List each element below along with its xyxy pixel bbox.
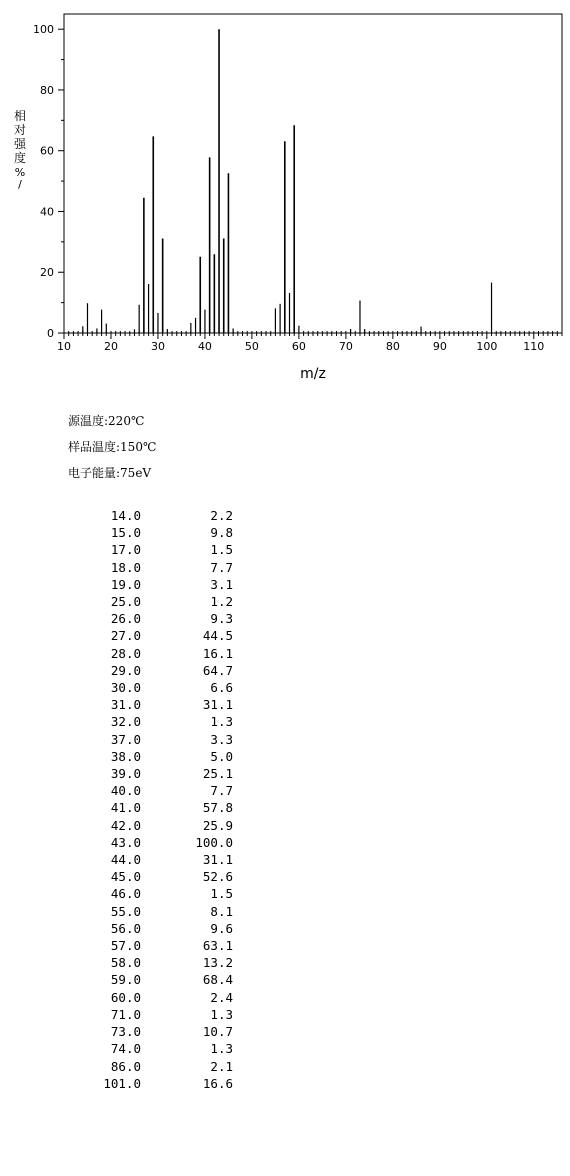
abundance-cell: 1.5 <box>210 542 233 558</box>
mz-cell: 43.0 <box>110 834 141 850</box>
table-row <box>60 920 233 937</box>
spectrum-bars <box>83 29 492 333</box>
table-row <box>60 1023 233 1040</box>
mz-cell: 28.0 <box>110 645 141 661</box>
abundance-cell: 7.7 <box>210 783 233 799</box>
x-tick-label: 90 <box>432 340 447 353</box>
abundance-cell: 2.4 <box>210 989 233 1005</box>
abundance-cell: 44.5 <box>202 628 233 644</box>
mz-cell: 39.0 <box>110 766 141 782</box>
mz-cell: 74.0 <box>110 1041 141 1057</box>
table-row <box>60 713 233 730</box>
mz-cell: 17.0 <box>110 542 141 558</box>
table-row <box>60 507 233 524</box>
table-row <box>60 903 233 920</box>
table-row <box>60 662 233 679</box>
abundance-cell: 68.4 <box>202 972 233 988</box>
y-tick-label: 100 <box>33 23 54 37</box>
table-row <box>60 627 233 644</box>
mz-cell: 15.0 <box>110 525 141 541</box>
axis-ticks <box>33 23 562 353</box>
table-row <box>60 765 233 782</box>
abundance-cell: 8.1 <box>210 903 233 919</box>
source-temperature: 源温度:220℃ <box>68 414 145 428</box>
y-axis-label-char-5: % <box>14 166 26 179</box>
abundance-cell: 16.1 <box>202 645 233 661</box>
x-axis-label: m/z <box>300 366 326 382</box>
table-row <box>60 834 233 851</box>
mz-cell: 19.0 <box>110 576 141 592</box>
mz-cell: 73.0 <box>110 1024 141 1040</box>
mz-cell: 60.0 <box>110 989 141 1005</box>
x-tick-label: 60 <box>291 340 306 353</box>
x-tick-label: 10 <box>57 340 71 353</box>
x-tick-label: 30 <box>150 340 165 353</box>
table-row <box>60 559 233 576</box>
abundance-cell: 2.1 <box>210 1058 233 1074</box>
mz-cell: 29.0 <box>110 662 141 678</box>
abundance-cell: 6.6 <box>210 680 233 696</box>
abundance-cell: 31.1 <box>202 852 233 868</box>
table-row <box>60 1040 233 1057</box>
x-tick-label: 50 <box>244 340 259 353</box>
abundance-cell: 1.2 <box>210 594 233 610</box>
y-axis-label-char-2: 对 <box>13 123 27 137</box>
mz-cell: 25.0 <box>110 594 141 610</box>
y-axis-label-char-3: 强 <box>13 137 27 151</box>
x-tick-label: 80 <box>385 340 400 353</box>
mz-cell: 30.0 <box>110 680 141 696</box>
mz-cell: 58.0 <box>110 955 141 971</box>
table-row <box>60 731 233 748</box>
mz-cell: 41.0 <box>110 800 141 816</box>
table-row <box>60 851 233 868</box>
table-row <box>60 971 233 988</box>
x-tick-label: 70 <box>338 340 353 353</box>
mz-cell: 86.0 <box>110 1058 141 1074</box>
y-axis-label-char-4: 度 <box>13 151 27 165</box>
y-tick-label: 40 <box>40 205 54 219</box>
abundance-cell: 1.3 <box>210 1006 233 1022</box>
abundance-cell: 7.7 <box>210 559 233 575</box>
abundance-cell: 25.1 <box>202 766 233 782</box>
y-axis-label-char-6: / <box>18 178 22 191</box>
abundance-cell: 1.5 <box>210 886 233 902</box>
mz-cell: 59.0 <box>110 972 141 988</box>
table-row <box>60 696 233 713</box>
mz-cell: 101.0 <box>103 1075 141 1091</box>
y-tick-label: 20 <box>40 266 54 280</box>
electron-energy: 电子能量:75eV <box>68 466 152 480</box>
mz-cell: 71.0 <box>110 1006 141 1022</box>
mz-cell: 46.0 <box>110 886 141 902</box>
abundance-cell: 31.1 <box>202 697 233 713</box>
mz-cell: 18.0 <box>110 559 141 575</box>
table-row <box>60 748 233 765</box>
mz-cell: 38.0 <box>110 748 141 764</box>
sample-temperature: 样品温度:150℃ <box>68 440 157 454</box>
table-row <box>60 576 233 593</box>
mz-cell: 32.0 <box>110 714 141 730</box>
x-tick-label: 40 <box>197 340 212 353</box>
mass-spectrum-chart <box>0 0 570 390</box>
mz-cell: 55.0 <box>110 903 141 919</box>
abundance-cell: 9.8 <box>210 525 233 541</box>
abundance-cell: 5.0 <box>210 748 233 764</box>
table-row <box>60 885 233 902</box>
table-row <box>60 954 233 971</box>
abundance-cell: 16.6 <box>202 1075 233 1091</box>
abundance-cell: 57.8 <box>202 800 233 816</box>
mz-cell: 57.0 <box>110 938 141 954</box>
abundance-cell: 9.3 <box>210 611 233 627</box>
table-row <box>60 782 233 799</box>
mz-cell: 45.0 <box>110 869 141 885</box>
abundance-cell: 63.1 <box>202 938 233 954</box>
x-tick-label: 20 <box>103 340 118 353</box>
table-row <box>60 817 233 834</box>
abundance-cell: 52.6 <box>202 869 233 885</box>
plot-frame <box>64 14 562 333</box>
abundance-cell: 3.3 <box>210 731 233 747</box>
abundance-cell: 25.9 <box>202 817 233 833</box>
abundance-cell: 13.2 <box>202 955 233 971</box>
y-tick-label: 60 <box>40 144 54 158</box>
table-row <box>60 679 233 696</box>
table-row <box>60 1058 233 1075</box>
table-row <box>60 593 233 610</box>
abundance-cell: 100.0 <box>195 834 233 850</box>
x-tick-label: 110 <box>523 340 545 353</box>
table-row <box>60 799 233 816</box>
y-tick-label: 80 <box>40 83 54 97</box>
table-row <box>60 989 233 1006</box>
table-row <box>60 541 233 558</box>
x-tick-label: 100 <box>476 340 498 353</box>
abundance-cell: 2.2 <box>210 508 233 523</box>
y-axis-label <box>14 108 27 191</box>
table-row <box>60 1075 233 1092</box>
abundance-cell: 9.6 <box>210 920 233 936</box>
y-tick-label: 0 <box>47 327 54 340</box>
peak-table <box>60 507 233 1092</box>
abundance-cell: 3.1 <box>210 576 233 592</box>
mz-cell: 56.0 <box>110 920 141 936</box>
table-row <box>60 1006 233 1023</box>
table-row <box>60 645 233 662</box>
abundance-cell: 1.3 <box>210 714 233 730</box>
mz-cell: 31.0 <box>110 697 141 713</box>
mz-cell: 44.0 <box>110 852 141 868</box>
y-axis-label-char-1: 相 <box>13 109 27 123</box>
abundance-cell: 1.3 <box>210 1041 233 1057</box>
mz-cell: 27.0 <box>110 628 141 644</box>
mz-cell: 14.0 <box>110 508 141 523</box>
mz-cell: 26.0 <box>110 611 141 627</box>
abundance-cell: 10.7 <box>202 1024 233 1040</box>
table-row <box>60 868 233 885</box>
abundance-cell: 64.7 <box>202 662 233 678</box>
table-row <box>60 524 233 541</box>
mz-cell: 42.0 <box>110 817 141 833</box>
table-row <box>60 937 233 954</box>
mz-cell: 40.0 <box>110 783 141 799</box>
table-row <box>60 610 233 627</box>
mz-cell: 37.0 <box>110 731 141 747</box>
